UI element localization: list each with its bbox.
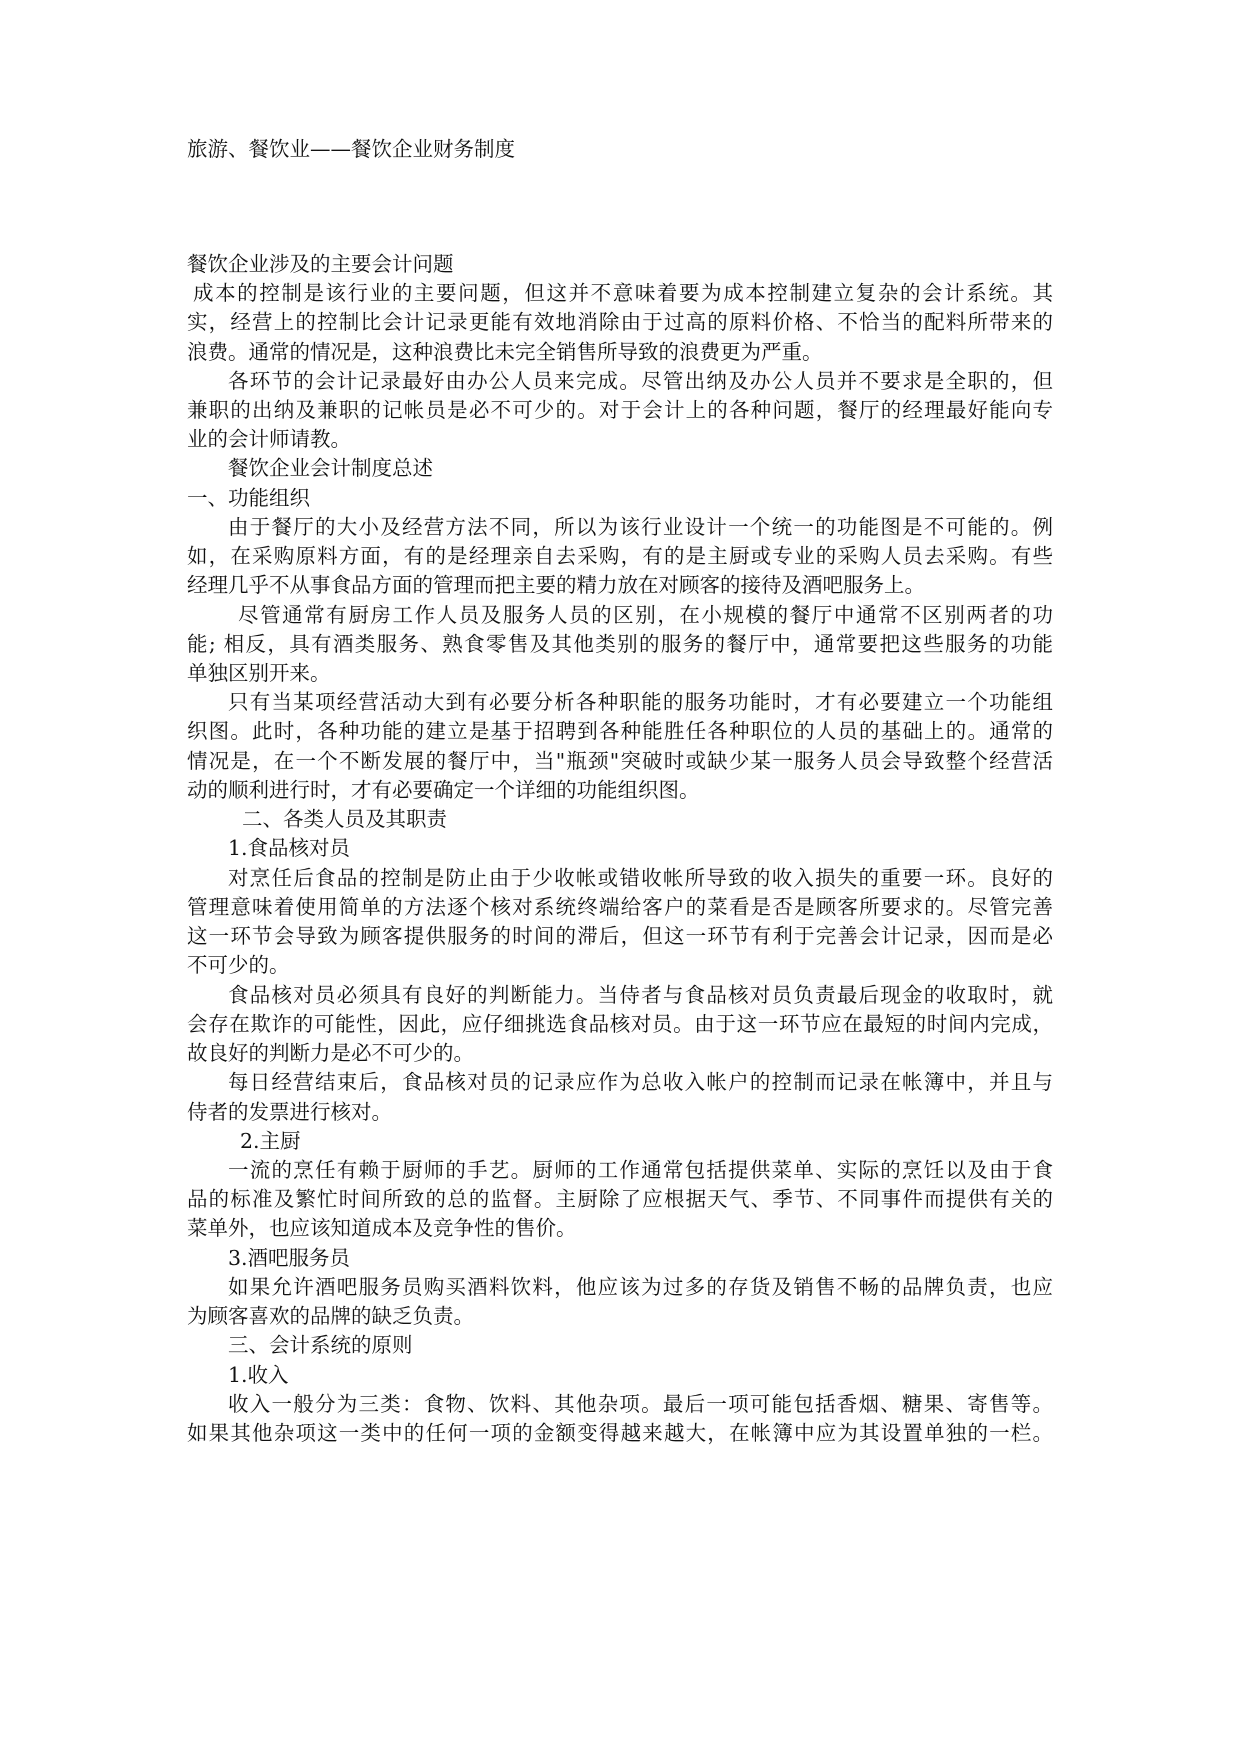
- paragraph-line: 业的会计师请教。: [187, 427, 351, 451]
- paragraph-line: 故良好的判断力是必不可少的。: [187, 1041, 474, 1065]
- paragraph-line: 经理几乎不从事食品方面的管理而把主要的精力放在对顾客的接待及酒吧服务上。: [187, 573, 925, 597]
- paragraph-line: 如果允许酒吧服务员购买酒料饮料，他应该为过多的存货及销售不畅的品牌负责，也应: [228, 1275, 1053, 1299]
- paragraph-line: 如，在采购原料方面，有的是经理亲自去采购，有的是主厨或专业的采购人员去采购。有些: [187, 544, 1053, 568]
- paragraph-line: 实，经营上的控制比会计记录更能有效地消除由于过高的原料价格、不恰当的配料所带来的: [187, 310, 1053, 334]
- paragraph-line: 对烹任后食品的控制是防止由于少收帐或错收帐所导致的收入损失的重要一环。良好的: [228, 866, 1053, 890]
- subsection-heading: 3.酒吧服务员: [228, 1246, 351, 1270]
- paragraph-line: 动的顺利进行时，才有必要确定一个详细的功能组织图。: [187, 778, 700, 802]
- section-heading: 三、会计系统的原则: [228, 1333, 413, 1357]
- paragraph-line: 尽管通常有厨房工作人员及服务人员的区别，在小规模的餐厅中通常不区别两者的功: [238, 603, 1053, 627]
- section-heading: 二、各类人员及其职责: [242, 807, 447, 831]
- paragraph-line: 成本的控制是该行业的主要问题，但这并不意味着要为成本控制建立复杂的会计系统。其: [193, 281, 1053, 305]
- paragraph-line: 会存在欺诈的可能性，因此，应仔细挑选食品核对员。由于这一环节应在最短的时间内完成，: [187, 1012, 1053, 1036]
- subsection-heading: 1.食品核对员: [228, 836, 351, 860]
- paragraph-line: 为顾客喜欢的品牌的缺乏负责。: [187, 1304, 474, 1328]
- document-title: 旅游、餐饮业——餐饮企业财务制度: [187, 137, 515, 161]
- paragraph-line: 能; 相反，具有酒类服务、熟食零售及其他类别的服务的餐厅中，通常要把这些服务的功能: [187, 632, 1053, 656]
- paragraph-line: 一流的烹任有赖于厨师的手艺。厨师的工作通常包括提供菜单、实际的烹饪以及由于食: [228, 1158, 1053, 1182]
- paragraph-line: 各环节的会计记录最好由办公人员来完成。尽管出纳及办公人员并不要求是全职的，但: [228, 369, 1053, 393]
- paragraph-line: 单独区别开来。: [187, 661, 331, 685]
- paragraph-line: 每日经营结束后，食品核对员的记录应作为总收入帐户的控制而记录在帐簿中，并且与: [228, 1070, 1053, 1094]
- section-heading: 餐饮企业会计制度总述: [228, 456, 433, 480]
- paragraph-line: 这一环节会导致为顾客提供服务的时间的滞后，但这一环节有利于完善会计记录，因而是必: [187, 924, 1053, 948]
- section-heading: 餐饮企业涉及的主要会计问题: [187, 252, 454, 276]
- paragraph-line: 如果其他杂项这一类中的任何一项的金额变得越来越大，在帐簿中应为其设置单独的一栏。: [187, 1421, 1053, 1445]
- paragraph-line: 不可少的。: [187, 953, 290, 977]
- paragraph-line: 品的标准及繁忙时间所致的总的监督。主厨除了应根据天气、季节、不同事件而提供有关的: [187, 1187, 1053, 1211]
- paragraph-line: 侍者的发票进行核对。: [187, 1100, 392, 1124]
- subsection-heading: 2.主厨: [240, 1129, 301, 1153]
- paragraph-line: 织图。此时，各种功能的建立是基于招聘到各种能胜任各种职位的人员的基础上的。通常的: [187, 719, 1053, 743]
- paragraph-line: 只有当某项经营活动大到有必要分析各种职能的服务功能时，才有必要建立一个功能组: [228, 690, 1053, 714]
- section-heading: 一、功能组织: [187, 486, 310, 510]
- paragraph-line: 兼职的出纳及兼职的记帐员是必不可少的。对于会计上的各种问题，餐厅的经理最好能向专: [187, 398, 1053, 422]
- paragraph-line: 食品核对员必须具有良好的判断能力。当侍者与食品核对员负责最后现金的收取时，就: [228, 983, 1053, 1007]
- paragraph-line: 由于餐厅的大小及经营方法不同，所以为该行业设计一个统一的功能图是不可能的。例: [228, 515, 1053, 539]
- paragraph-line: 收入一般分为三类：食物、饮料、其他杂项。最后一项可能包括香烟、糖果、寄售等。: [228, 1392, 1053, 1416]
- paragraph-line: 管理意味着使用简单的方法逐个核对系统终端给客户的菜看是否是顾客所要求的。尽管完善: [187, 895, 1053, 919]
- paragraph-line: 情况是，在一个不断发展的餐厅中，当"瓶颈"突破时或缺少某一服务人员会导致整个经营活: [187, 749, 1053, 773]
- subsection-heading: 1.收入: [228, 1363, 289, 1387]
- paragraph-line: 浪费。通常的情况是，这种浪费比未完全销售所导致的浪费更为严重。: [187, 340, 823, 364]
- paragraph-line: 菜单外，也应该知道成本及竞争性的售价。: [187, 1216, 577, 1240]
